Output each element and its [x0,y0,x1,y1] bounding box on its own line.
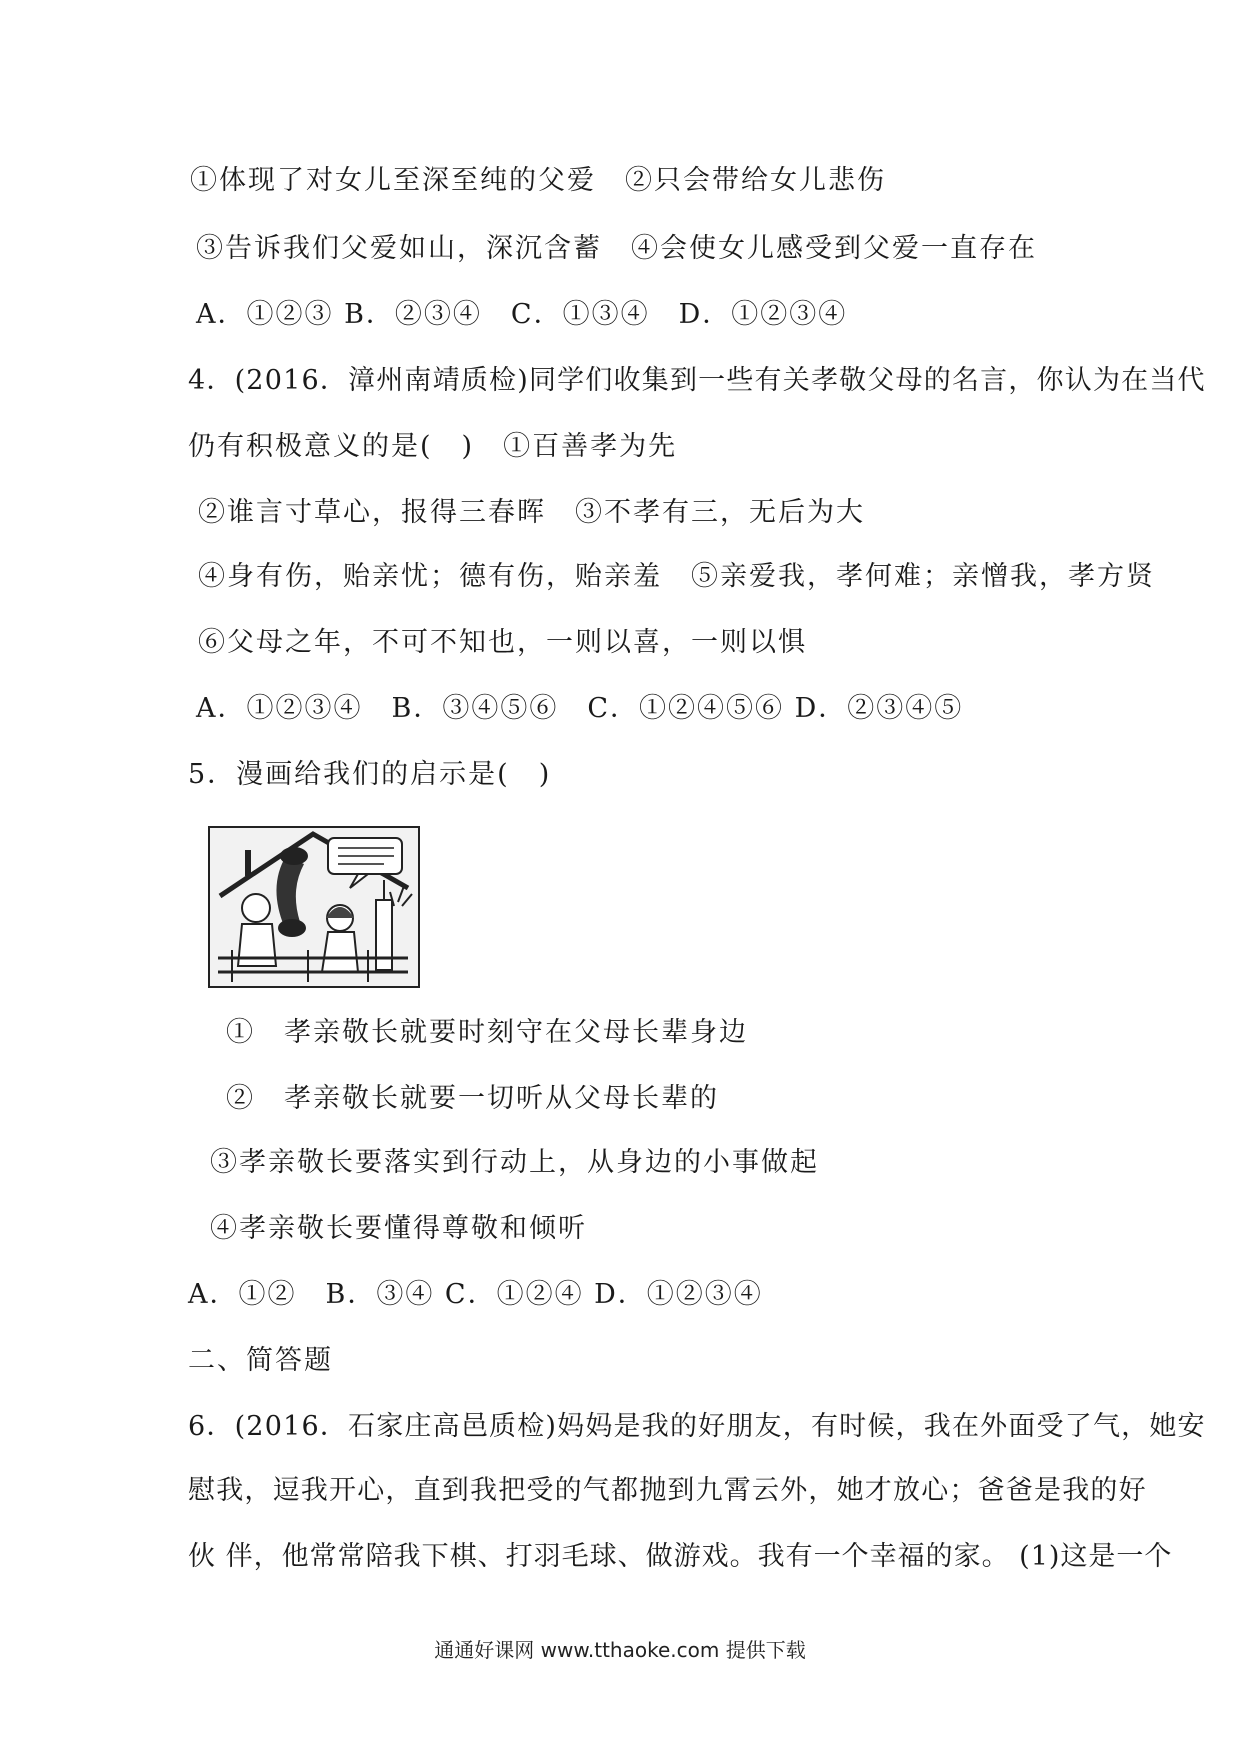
cartoon-image [208,826,420,988]
question-4-option-6: ⑥父母之年，不可不知也，一则以喜，一则以惧 [198,627,807,658]
question-6-line-1: 6．(2016．石家庄高邑质检)妈妈是我的好朋友，有时候，我在外面受了气，她安 [188,1411,1206,1442]
question-5-choices: A．①② B．③④ C．①②④ D．①②③④ [188,1279,763,1310]
question-4-stem-cont: 仍有积极意义的是( ) ①百善孝为先 [188,431,678,462]
question-5-option-2: ② 孝亲敬长就要一切听从父母长辈的 [226,1083,719,1114]
question-4-option-2-3: ②谁言寸草心，报得三春晖 ③不孝有三，无后为大 [198,497,865,528]
question-5-option-3: ③孝亲敬长要落实到行动上，从身边的小事做起 [210,1147,819,1178]
question-4-option-4-5: ④身有伤，贻亲忧；德有伤，贻亲羞 ⑤亲爱我，孝何难；亲憎我，孝方贤 [198,561,1155,592]
question-5-option-1: ① 孝亲敬长就要时刻守在父母长辈身边 [226,1017,748,1048]
question-3-option-3-4: ③告诉我们父爱如山，深沉含蓄 ④会使女儿感受到父爱一直存在 [196,233,1037,264]
question-5-stem: 5．漫画给我们的启示是( ) [188,759,552,790]
question-3-choices: A．①②③ B．②③④ C．①③④ D．①②③④ [196,299,848,330]
page-footer: 通通好课网 www.tthaoke.com 提供下载 [434,1638,806,1662]
question-6-line-3: 伙 伴，他常常陪我下棋、打羽毛球、做游戏。我有一个幸福的家。 (1)这是一个 [188,1541,1173,1572]
question-3-option-1-2: ①体现了对女儿至深至纯的父爱 ②只会带给女儿悲伤 [190,165,886,196]
section-heading: 二、简答题 [188,1345,333,1376]
question-4-choices: A．①②③④ B．③④⑤⑥ C．①②④⑤⑥ D．②③④⑤ [196,693,964,724]
question-4-stem: 4．(2016．漳州南靖质检)同学们收集到一些有关孝敬父母的名言，你认为在当代 [188,365,1206,396]
question-5-option-4: ④孝亲敬长要懂得尊敬和倾听 [210,1213,587,1244]
question-6-line-2: 慰我，逗我开心，直到我把受的气都抛到九霄云外，她才放心；爸爸是我的好 [188,1475,1147,1506]
